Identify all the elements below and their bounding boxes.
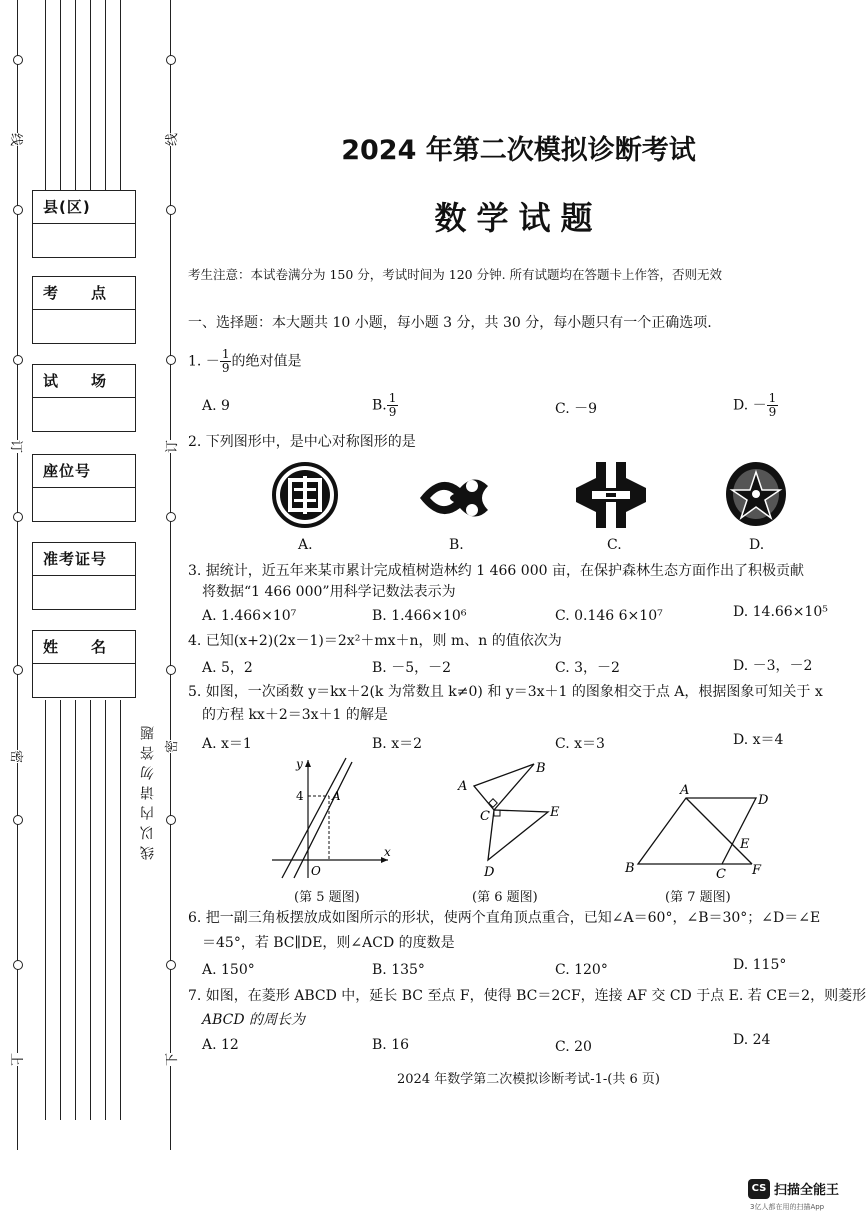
fig6-label: D: [484, 865, 495, 880]
fig7-label: E: [740, 837, 750, 852]
field-seat-number[interactable]: 座位号: [32, 454, 136, 522]
margin-line: [90, 700, 91, 1120]
fig7-label: A: [680, 783, 690, 798]
subject-title: 数学试题: [434, 199, 603, 237]
q2-label-a: A.: [298, 537, 313, 553]
margin-line: [170, 0, 171, 1150]
exam-notice: 考生注意：本试卷满分为 150 分，考试时间为 120 分钟. 所有试题均在答题卡上作答，否则无效: [188, 267, 723, 282]
q7-option-a: A. 12: [202, 1037, 239, 1053]
hole-marker: [13, 960, 23, 970]
margin-line: [17, 0, 18, 1150]
hole-marker: [13, 355, 23, 365]
fig7-label: B: [625, 861, 635, 876]
figure-7-rhombus: [622, 782, 772, 882]
logo-b-figure: [412, 468, 494, 526]
question-5-line2: 的方程 kx＋2＝3x＋1 的解是: [202, 707, 388, 723]
q6-option-d: D. 115°: [733, 957, 787, 973]
scanner-watermark: [748, 1176, 856, 1216]
q6-option-b: B. 135°: [372, 962, 425, 978]
q3-option-d: D. 14.66×10⁵: [733, 604, 828, 620]
q7-option-b: B. 16: [372, 1037, 410, 1053]
fig6-label: C: [480, 809, 490, 824]
question-6-line2: ＝45°，若 BC∥DE，则∠ACD 的度数是: [202, 935, 455, 951]
logo-d-figure: [724, 460, 788, 528]
margin-char: 订: [6, 440, 29, 453]
q1-option-a: A. 9: [202, 398, 230, 414]
q4-option-b: B. －5，－2: [372, 660, 452, 676]
fig7-label: C: [716, 867, 726, 882]
q4-option-c: C. 3，－2: [555, 660, 620, 676]
hole-marker: [13, 512, 23, 522]
q5-option-c: C. x＝3: [555, 736, 605, 752]
figure-5-graph: [266, 752, 396, 884]
q5-option-b: B. x＝2: [372, 736, 422, 752]
field-name[interactable]: 姓 名: [32, 630, 136, 698]
field-exam-site[interactable]: 考 点: [32, 276, 136, 344]
fig6-label: E: [550, 805, 560, 820]
fig6-label: A: [458, 779, 468, 794]
hole-marker: [13, 55, 23, 65]
q7-option-c: C. 20: [555, 1039, 592, 1055]
margin-line: [45, 700, 46, 1120]
hole-marker: [166, 665, 176, 675]
scanner-tagline: 3亿人都在用的扫描App: [750, 1203, 825, 1211]
hole-marker: [166, 815, 176, 825]
field-admission-number[interactable]: 准考证号: [32, 542, 136, 610]
binding-margin: [0, 0, 190, 1227]
fig5-label: x: [384, 845, 391, 859]
q7-option-d: D. 24: [733, 1032, 771, 1048]
hole-marker: [166, 55, 176, 65]
q3-option-b: B. 1.466×10⁶: [372, 608, 467, 624]
margin-line: [60, 700, 61, 1120]
margin-line: [75, 700, 76, 1120]
margin-char: 密: [159, 740, 182, 753]
q3-option-a: A. 1.466×10⁷: [202, 608, 297, 624]
q1-option-b: B. $\frac{1}{9}$: [372, 391, 397, 419]
figure-5-caption: (第 5 题图): [294, 890, 360, 905]
fig5-label: y: [296, 757, 303, 771]
question-7-line1: 7. 如图，在菱形 ABCD 中，延长 BC 至点 F，使得 BC＝2CF，连接 AF 交 CD 于点 E. 若 CE＝2，则菱形: [188, 988, 867, 1004]
hole-marker: [166, 960, 176, 970]
hole-marker: [13, 815, 23, 825]
scanner-logo-icon: CS: [748, 1179, 770, 1199]
fig5-label: A: [332, 789, 341, 803]
field-county[interactable]: 县(区): [32, 190, 136, 258]
margin-char: 密: [6, 750, 29, 763]
fig7-label: F: [752, 863, 762, 878]
q5-option-a: A. x＝1: [202, 736, 252, 752]
margin-char: 订: [159, 440, 182, 453]
question-1: 1. － $\frac{1}{9}$ 的绝对值是: [188, 347, 302, 375]
logo-a-figure: [270, 462, 340, 528]
fig6-label: B: [536, 761, 546, 776]
q6-option-a: A. 150°: [202, 962, 255, 978]
hole-marker: [166, 512, 176, 522]
q2-label-c: C.: [607, 537, 622, 553]
hole-marker: [13, 665, 23, 675]
q2-label-b: B.: [449, 537, 464, 553]
fig5-label: 4: [296, 789, 304, 803]
q4-option-d: D. －3，－2: [733, 658, 813, 674]
q3-option-c: C. 0.146 6×10⁷: [555, 608, 663, 624]
question-2: 2. 下列图形中，是中心对称图形的是: [188, 434, 416, 450]
margin-line: [120, 700, 121, 1120]
fig5-label: O: [311, 864, 321, 878]
section-heading: 一、选择题：本大题共 10 小题，每小题 3 分，共 30 分，每小题只有一个正确选项.: [188, 315, 712, 331]
figure-7-caption: (第 7 题图): [665, 890, 731, 905]
q6-option-c: C. 120°: [555, 962, 608, 978]
margin-char: 上: [6, 1053, 29, 1066]
question-6-line1: 6. 把一副三角板摆放成如图所示的形状，使两个直角顶点重合，已知∠A＝60°，∠B＝30°；∠D＝∠E: [188, 910, 821, 926]
q2-label-d: D.: [749, 537, 765, 553]
margin-char: 线: [159, 133, 182, 146]
field-exam-room[interactable]: 试 场: [32, 364, 136, 432]
margin-line: [105, 700, 106, 1120]
question-5-line1: 5. 如图，一次函数 y＝kx＋2(k 为常数且 k≠0) 和 y＝3x＋1 的图象相交于点 A，根据图象可知关于 x: [188, 684, 823, 700]
question-7-line2: ABCD 的周长为: [202, 1012, 306, 1028]
q1-option-c: C. －9: [555, 401, 598, 417]
q5-option-d: D. x＝4: [733, 732, 784, 748]
margin-char: 线: [6, 133, 29, 146]
hole-marker: [166, 355, 176, 365]
no-answer-warning: 线以内请勿答题: [138, 720, 160, 860]
question-3-line1: 3. 据统计，近五年来某市累计完成植树造林约 1 466 000 亩，在保护森林生态方面作出了积极贡献: [188, 563, 804, 579]
question-4: 4. 已知(x+2)(2x－1)＝2x²＋mx＋n，则 m、n 的值依次为: [188, 633, 562, 649]
page-footer: 2024 年数学第二次模拟诊断考试-1-(共 6 页): [397, 1072, 660, 1087]
q1-option-d: D. － $\frac{1}{9}$: [733, 391, 777, 419]
figure-6-caption: (第 6 题图): [472, 890, 538, 905]
exam-title: 2024 年第二次模拟诊断考试: [341, 135, 696, 166]
question-3-line2: 将数据“1 466 000”用科学记数法表示为: [202, 584, 456, 600]
q4-option-a: A. 5，2: [202, 660, 253, 676]
margin-char: 下: [159, 1053, 182, 1066]
figure-6-triangles: [452, 756, 572, 886]
logo-c-figure: [572, 460, 650, 530]
fig7-label: D: [758, 793, 769, 808]
scanner-app-name: 扫描全能王: [774, 1183, 840, 1198]
